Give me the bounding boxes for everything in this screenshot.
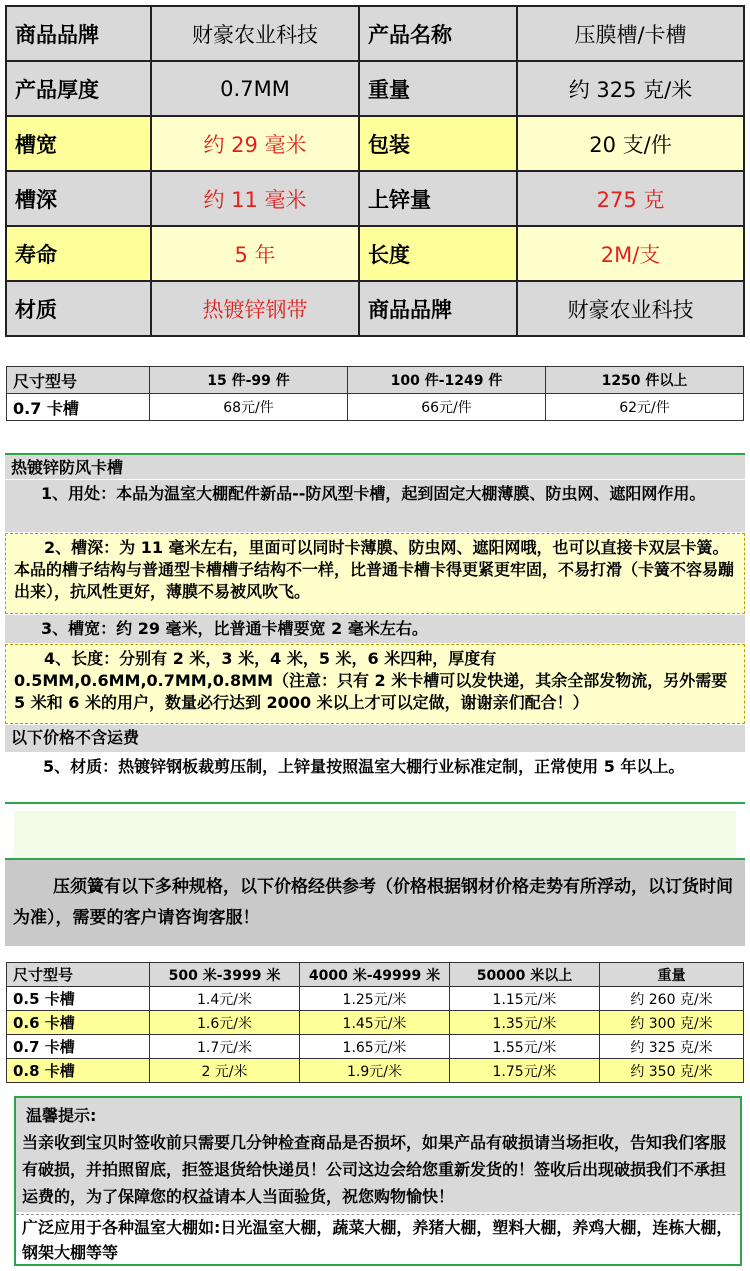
column-header: 重量: [600, 963, 744, 987]
table-cell: 2 元/米: [150, 1059, 300, 1083]
table-row: [7, 1011, 744, 1035]
table-row: [7, 987, 744, 1011]
table-row: [7, 1035, 744, 1059]
spec-value: 热镀锌钢带: [151, 281, 359, 336]
spec-label: 商品品牌: [359, 281, 517, 336]
spec-value: 0.7MM: [151, 61, 359, 116]
description-paragraph: [5, 644, 745, 724]
table-row: [7, 394, 744, 421]
spec-label: 寿命: [6, 226, 151, 281]
column-header: 15 件-99 件: [150, 367, 348, 394]
table-cell: 约 300 克/米: [600, 1011, 744, 1035]
table-cell: 0.7 卡槽: [7, 1035, 150, 1059]
spec-value: 财豪农业科技: [151, 6, 359, 61]
spec-row: [6, 281, 744, 336]
spec-label: 槽深: [6, 171, 151, 226]
table-cell: 1.4元/米: [150, 987, 300, 1011]
spec-value: 财豪农业科技: [517, 281, 744, 336]
spec-value: 20 支/件: [517, 116, 744, 171]
spec-row: [6, 6, 744, 61]
column-header: 50000 米以上: [450, 963, 600, 987]
description-paragraph: [5, 533, 745, 614]
spec-label: 产品名称: [359, 6, 517, 61]
table-cell: 1.65元/米: [300, 1035, 450, 1059]
table-cell: 1.75元/米: [450, 1059, 600, 1083]
table-cell: 1.6元/米: [150, 1011, 300, 1035]
table-cell: 1.15元/米: [450, 987, 600, 1011]
shipping-note: 以下价格不含运费: [5, 725, 745, 752]
price-notice: [5, 858, 745, 946]
table-cell: 0.6 卡槽: [7, 1011, 150, 1035]
spec-value: 约 11 毫米: [151, 171, 359, 226]
description-text: 5、材质：热镀锌钢板裁剪压制，上锌量按照温室大棚行业标准定制，正常使用 5 年以上。: [43, 757, 685, 776]
column-header: 尺寸型号: [7, 367, 150, 394]
table-cell: 约 260 克/米: [600, 987, 744, 1011]
spec-label: 材质: [6, 281, 151, 336]
spec-label: 槽宽: [6, 116, 151, 171]
meter-price-table: [6, 962, 744, 1083]
table-header-row: [7, 963, 744, 987]
warm-tips-box: [14, 1096, 742, 1266]
description-paragraph: [5, 752, 745, 804]
spec-row: [6, 116, 744, 171]
tips-usage: 广泛应用于各种温室大棚如:日光温室大棚，蔬菜大棚，养猪大棚，塑料大棚，养鸡大棚，连栋大棚，钢架大棚等等: [16, 1214, 740, 1264]
table-cell: 约 325 克/米: [600, 1035, 744, 1059]
decorative-band: [14, 811, 736, 857]
spec-value: 275 克: [517, 171, 744, 226]
spec-label: 商品品牌: [6, 6, 151, 61]
table-cell: 66元/件: [348, 394, 546, 421]
spec-label: 长度: [359, 226, 517, 281]
table-cell: 1.9元/米: [300, 1059, 450, 1083]
description-text: 4、长度：分别有 2 米，3 米，4 米，5 米，6 米四种，厚度有 0.5MM,0.6MM,0.7MM,0.8MM（注意：只有 2 米卡槽可以发快递，其余全部发物流，另外需要 5 米和 6 米的用户，数量必行达到 2000 米以上才可以定做，谢谢亲们配合！）: [14, 649, 728, 712]
description-text: 2、槽深：为 11 毫米左右，里面可以同时卡薄膜、防虫网、遮阳网哦，也可以直接卡双层卡簧。本品的槽子结构与普通型卡槽槽子结构不一样，比普通卡槽卡得更紧更牢固，不易打滑（卡簧不容易蹦出来），抗风性更好，薄膜不易被风吹飞。: [14, 538, 735, 601]
tips-title: 温馨提示:: [16, 1098, 740, 1128]
spec-value: 2M/支: [517, 226, 744, 281]
table-cell: 1.25元/米: [300, 987, 450, 1011]
column-header: 100 件-1249 件: [348, 367, 546, 394]
table-cell: 约 350 克/米: [600, 1059, 744, 1083]
column-header: 尺寸型号: [7, 963, 150, 987]
table-cell: 1.7元/米: [150, 1035, 300, 1059]
spec-row: [6, 226, 744, 281]
spec-label: 产品厚度: [6, 61, 151, 116]
notice-text: 压须簧有以下多种规格，以下价格经供参考（价格根据钢材价格走势有所浮动，以订货时间为准），需要的客户请咨询客服！: [13, 877, 733, 928]
spec-value: 5 年: [151, 226, 359, 281]
table-cell: 0.7 卡槽: [7, 394, 150, 421]
spec-row: [6, 61, 744, 116]
spec-label: 上锌量: [359, 171, 517, 226]
spec-value: 约 29 毫米: [151, 116, 359, 171]
table-header-row: [7, 367, 744, 394]
description-paragraph: 3、槽宽：约 29 毫米，比普通卡槽要宽 2 毫米左右。: [5, 615, 745, 643]
spec-label: 包装: [359, 116, 517, 171]
table-row: [7, 1059, 744, 1083]
column-header: 500 米-3999 米: [150, 963, 300, 987]
table-cell: 62元/件: [546, 394, 744, 421]
tips-body: 当亲收到宝贝时签收前只需要几分钟检查商品是否损坏，如果产品有破损请当场拒收，告知我们客服有破损，并拍照留底，拒签退货给快递员！公司这边会给您重新发货的！签收后出现破损我们不承担运费的，为了保障您的权益请本人当面验货，祝您购物愉快！: [16, 1128, 740, 1212]
spec-row: [6, 171, 744, 226]
table-cell: 1.45元/米: [300, 1011, 450, 1035]
table-cell: 0.5 卡槽: [7, 987, 150, 1011]
table-cell: 1.55元/米: [450, 1035, 600, 1059]
column-header: 4000 米-49999 米: [300, 963, 450, 987]
spec-value: 约 325 克/米: [517, 61, 744, 116]
spec-table: [5, 5, 745, 337]
package-price-table: [6, 366, 744, 421]
column-header: 1250 件以上: [546, 367, 744, 394]
spec-value: 压膜槽/卡槽: [517, 6, 744, 61]
spec-label: 重量: [359, 61, 517, 116]
description-paragraph: 1、用处：本品为温室大棚配件新品--防风型卡槽，起到固定大棚薄膜、防虫网、遮阳网作用。: [5, 480, 745, 532]
description-title: 热镀锌防风卡槽: [5, 453, 745, 479]
table-cell: 68元/件: [150, 394, 348, 421]
table-cell: 1.35元/米: [450, 1011, 600, 1035]
table-cell: 0.8 卡槽: [7, 1059, 150, 1083]
